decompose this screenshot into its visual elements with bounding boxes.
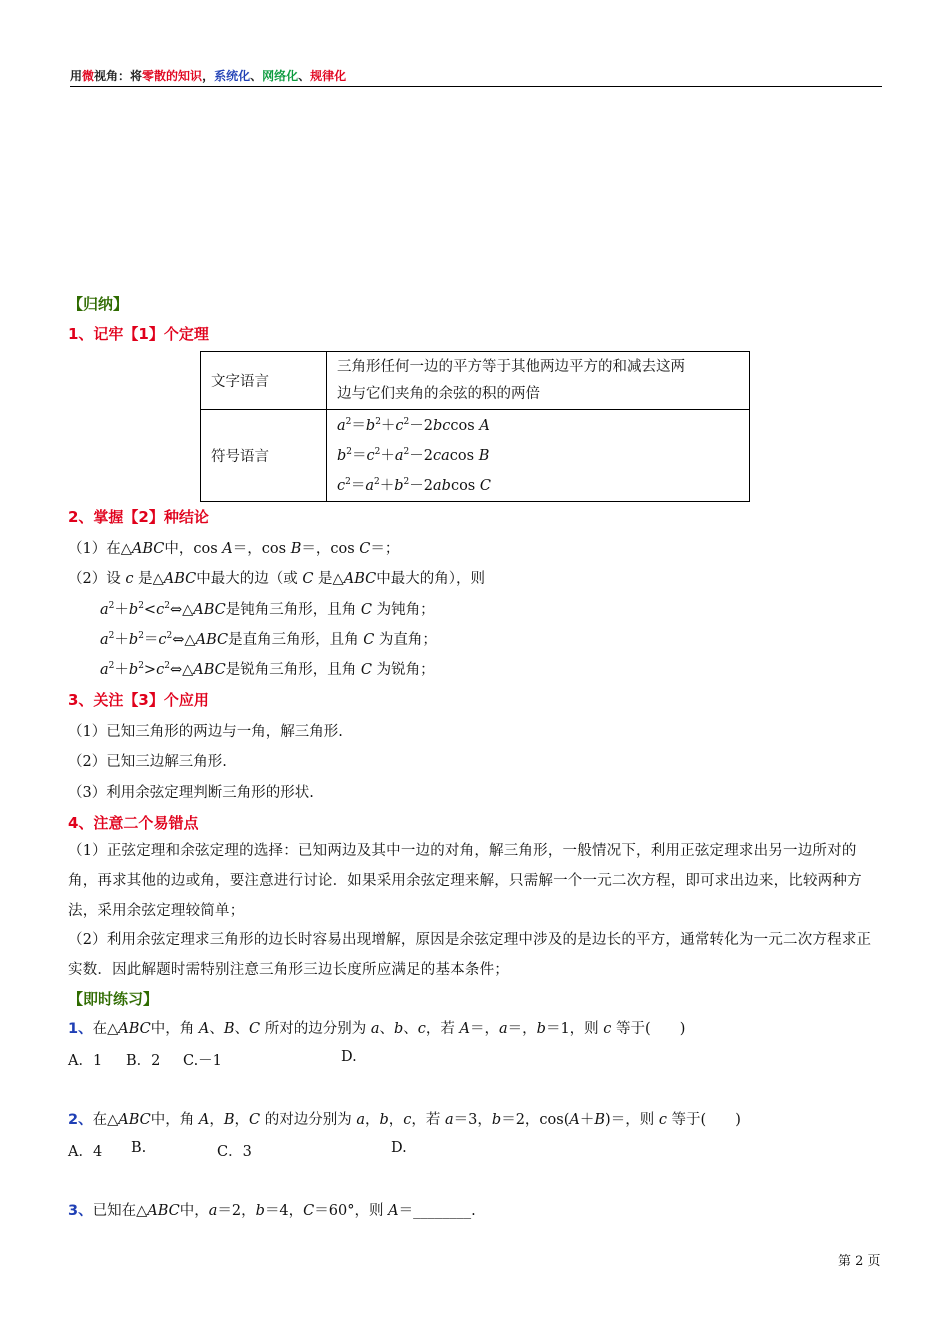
table-label-symbol: 符号语言 [201, 410, 327, 502]
section-3-title: 3、关注【3】个应用 [68, 691, 209, 709]
header-part: ， [202, 69, 215, 83]
header-part: 网络化 [262, 69, 299, 83]
application-item: （3）利用余弦定理判断三角形的形状. [68, 785, 314, 801]
section-1-title: 1、记牢【1】个定理 [68, 325, 209, 343]
page-header [70, 68, 882, 87]
header-part: 、 [298, 69, 311, 83]
header-part: 视角：将 [94, 69, 143, 83]
application-item: （2）已知三边解三角形. [68, 754, 227, 770]
header-part: 系统化 [214, 69, 251, 83]
q2-option-a: A．4 [68, 1144, 103, 1160]
header-part: 零散的知识 [142, 69, 203, 83]
question-2: 2、在△ABC中，角 A，B，C 的对边分别为 a，b，c，若 a＝3，b＝2，cos(A＋B)＝，则 c 等于( ) [68, 1112, 741, 1128]
theorem-table [200, 351, 750, 502]
q2-option-c: C．3 [217, 1144, 252, 1160]
table-label-text: 文字语言 [201, 352, 327, 410]
q1-option-d: D. [341, 1049, 357, 1065]
formula-2: $b^2=c^2+a^2-2cacos$ B [337, 446, 490, 464]
conclusion-1: （1）在△ABC中，cos A＝，cos B＝，cos C＝； [68, 541, 400, 557]
pitfall-1: （1）正弦定理和余弦定理的选择：已知两边及其中一边的对角，解三角形，一般情况下，利用正弦定理求出另一边所对的角，再求其他的边或角，要注意进行讨论．如果采用余弦定理来解，只需解一个一元二次方程，即可求出边来，比较两种方法，采用余弦定理较简单； [68, 843, 862, 919]
page-number: 第 2 页 [838, 1254, 881, 1269]
question-1: 1、在△ABC中，角 A、B、C 所对的边分别为 a、b、c，若 A＝，a＝，b＝1，则 c 等于( ) [68, 1021, 686, 1037]
q2-option-b: B. [131, 1140, 147, 1156]
case-right: $a^2+b^2=c^2\Leftrightarrow\triangle ABC$是直角三角形，且角 C 为直角； [100, 631, 437, 648]
statement-line: 三角形任何一边的平方等于其他两边平方的和减去这两 [337, 358, 685, 375]
conclusion-2: （2）设 c 是△ABC中最大的边（或 C 是△ABC中最大的角），则 [68, 571, 485, 587]
q2-option-d: D. [391, 1140, 407, 1156]
q1-option-c: C.－1 [183, 1053, 222, 1069]
header-part: 用 [70, 69, 83, 83]
q1-option-a: A．1 [68, 1053, 103, 1069]
summary-title: 【归纳】 [68, 295, 129, 313]
table-formulas [327, 410, 750, 502]
section-2-title: 2、掌握【2】种结论 [68, 508, 209, 526]
header-part: 微 [82, 69, 95, 83]
case-obtuse: $a^2+b^2<c^2\Leftrightarrow\triangle ABC$是钝角三角形，且角 C 为钝角； [100, 601, 435, 618]
statement-line: 边与它们夹角的余弦的积的两倍 [337, 385, 540, 402]
header-part: 、 [250, 69, 263, 83]
table-text-statement [327, 352, 750, 410]
q1-option-b: B．2 [126, 1053, 161, 1069]
header-part: 规律化 [310, 69, 347, 83]
question-3: 3、已知在△ABC中，a＝2，b＝4，C＝60°，则 A＝________. [68, 1203, 476, 1219]
application-item: （1）已知三角形的两边与一角，解三角形. [68, 724, 343, 740]
formula-3: $c^2=a^2+b^2-2abcos$ C [337, 476, 491, 494]
section-4-title: 4、注意二个易错点 [68, 814, 199, 832]
formula-1: $a^2=b^2+c^2-2bccos$ A [337, 416, 490, 434]
pitfall-2: （2）利用余弦定理求三角形的边长时容易出现增解，原因是余弦定理中涉及的是边长的平方，通常转化为一元二次方程求正实数．因此解题时需特别注意三角形三边长度所应满足的基本条件； [68, 932, 872, 978]
case-acute: $a^2+b^2>c^2\Leftrightarrow\triangle ABC$是锐角三角形，且角 C 为锐角； [100, 661, 435, 678]
practice-title: 【即时练习】 [68, 990, 159, 1008]
